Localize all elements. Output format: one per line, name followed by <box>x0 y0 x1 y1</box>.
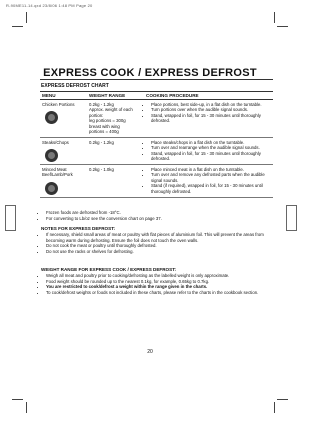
restriction-note: • You are restricted to cook/defrost a weight within the range given in the charts. <box>46 284 273 290</box>
menu-cell <box>40 165 87 198</box>
menu-cell <box>40 100 87 138</box>
menu-name: Minced Meat Beef/Lamb/Pork <box>42 166 73 178</box>
title-rule <box>40 79 273 80</box>
procedure-cell <box>144 100 273 138</box>
side-mark-left <box>5 205 16 231</box>
table-row <box>40 100 273 138</box>
note-item: • If necessary, shield small areas of meat or poultry with flat pieces of aluminium foil. This will prevent the areas from becoming warm during defrosting. Ensure the foil does not touch the oven walls. <box>46 232 273 243</box>
file-header: R-90ME11-14.qxd 23/8/06 1:48 PM Page 20 <box>6 3 93 8</box>
procedure-step: • Turn portions over when the audible signal sounds. <box>151 107 271 113</box>
column-header-procedure: COOKING PROCEDURE <box>144 92 273 100</box>
chart-title: EXPRESS DEFROST CHART <box>41 83 109 89</box>
food-icon <box>45 149 58 162</box>
procedure-step: • Turn over and rearrange when the audible signal sounds. <box>151 145 271 151</box>
procedure-cell <box>144 165 273 198</box>
column-header-menu: MENU <box>40 92 87 100</box>
list-item: • To cook/defrost weights or foods not included in these charts, please refer to the charts in the cookbook section. <box>46 290 273 296</box>
procedure-step: • Turn over and remove any defrosted parts when the audible signal sounds. <box>151 172 271 183</box>
table-header-row <box>40 92 273 100</box>
table-row <box>40 138 273 165</box>
menu-name: Chicken Portions <box>42 101 75 107</box>
page-number: 20 <box>147 349 153 355</box>
procedure-step: • Place steaks/chops in a flat dish on the turntable. <box>151 140 271 146</box>
procedure-step: • Stand, wrapped in foil, for 15 - 30 minutes until thoroughly defrosted. <box>151 113 271 124</box>
procedure-step: • Place portions, best side-up, in a flat dish on the turntable. <box>151 102 271 108</box>
side-mark-right <box>286 205 297 231</box>
procedure-step: • Stand (if required), wrapped in foil, for 15 - 30 minutes until thoroughly defrosted. <box>151 183 271 194</box>
weight-cell: 0.2kg - 1.0kg <box>87 165 144 198</box>
footnote-item: • For converting to Lb/oz see the conversion chart on page 37. <box>46 216 273 222</box>
procedure-step: • Stand, wrapped in foil, for 15 - 30 minutes until thoroughly defrosted. <box>151 151 271 162</box>
weight-range-section <box>41 267 273 295</box>
footnote-item: • Frozen foods are defrosted from -18°C. <box>46 210 273 216</box>
menu-name: Steaks/Chops <box>42 139 69 145</box>
food-icon <box>45 182 58 195</box>
list-item: • Food weight should be rounded up to the nearest 0.1kg, for example, 0.65kg to 0.7kg. <box>46 279 273 285</box>
notes-section <box>41 226 273 254</box>
weight-range-title: WEIGHT RANGE FOR EXPRESS COOK / EXPRESS DEFROST: <box>41 267 177 272</box>
table-row <box>40 165 273 198</box>
footnotes <box>41 210 273 221</box>
note-item: • Do not cook the meat or poultry until thoroughly defrosted. <box>46 243 273 249</box>
page-title: EXPRESS COOK / EXPRESS DEFROST <box>43 67 257 79</box>
weight-cell: 0.2kg - 1.2kg Approx. weight of each portion: leg portions = 300g breast with wing portions = 400g <box>87 100 144 138</box>
notes-title: NOTES FOR EXPRESS DEFROST: <box>41 226 116 231</box>
weight-cell: 0.2kg - 1.2kg <box>87 138 144 165</box>
food-icon <box>45 111 58 124</box>
menu-cell <box>40 138 87 165</box>
note-item: • Do not use the racks or shelves for defrosting. <box>46 249 273 255</box>
column-header-weight: WEIGHT RANGE <box>87 92 144 100</box>
express-defrost-table <box>40 91 273 198</box>
list-item: • Weigh all meat and poultry prior to cooking/defrosting as the labelled weight is only approximate. <box>46 273 273 279</box>
procedure-cell <box>144 138 273 165</box>
procedure-step: • Place minced meat in a flat dish on the turntable. <box>151 167 271 173</box>
